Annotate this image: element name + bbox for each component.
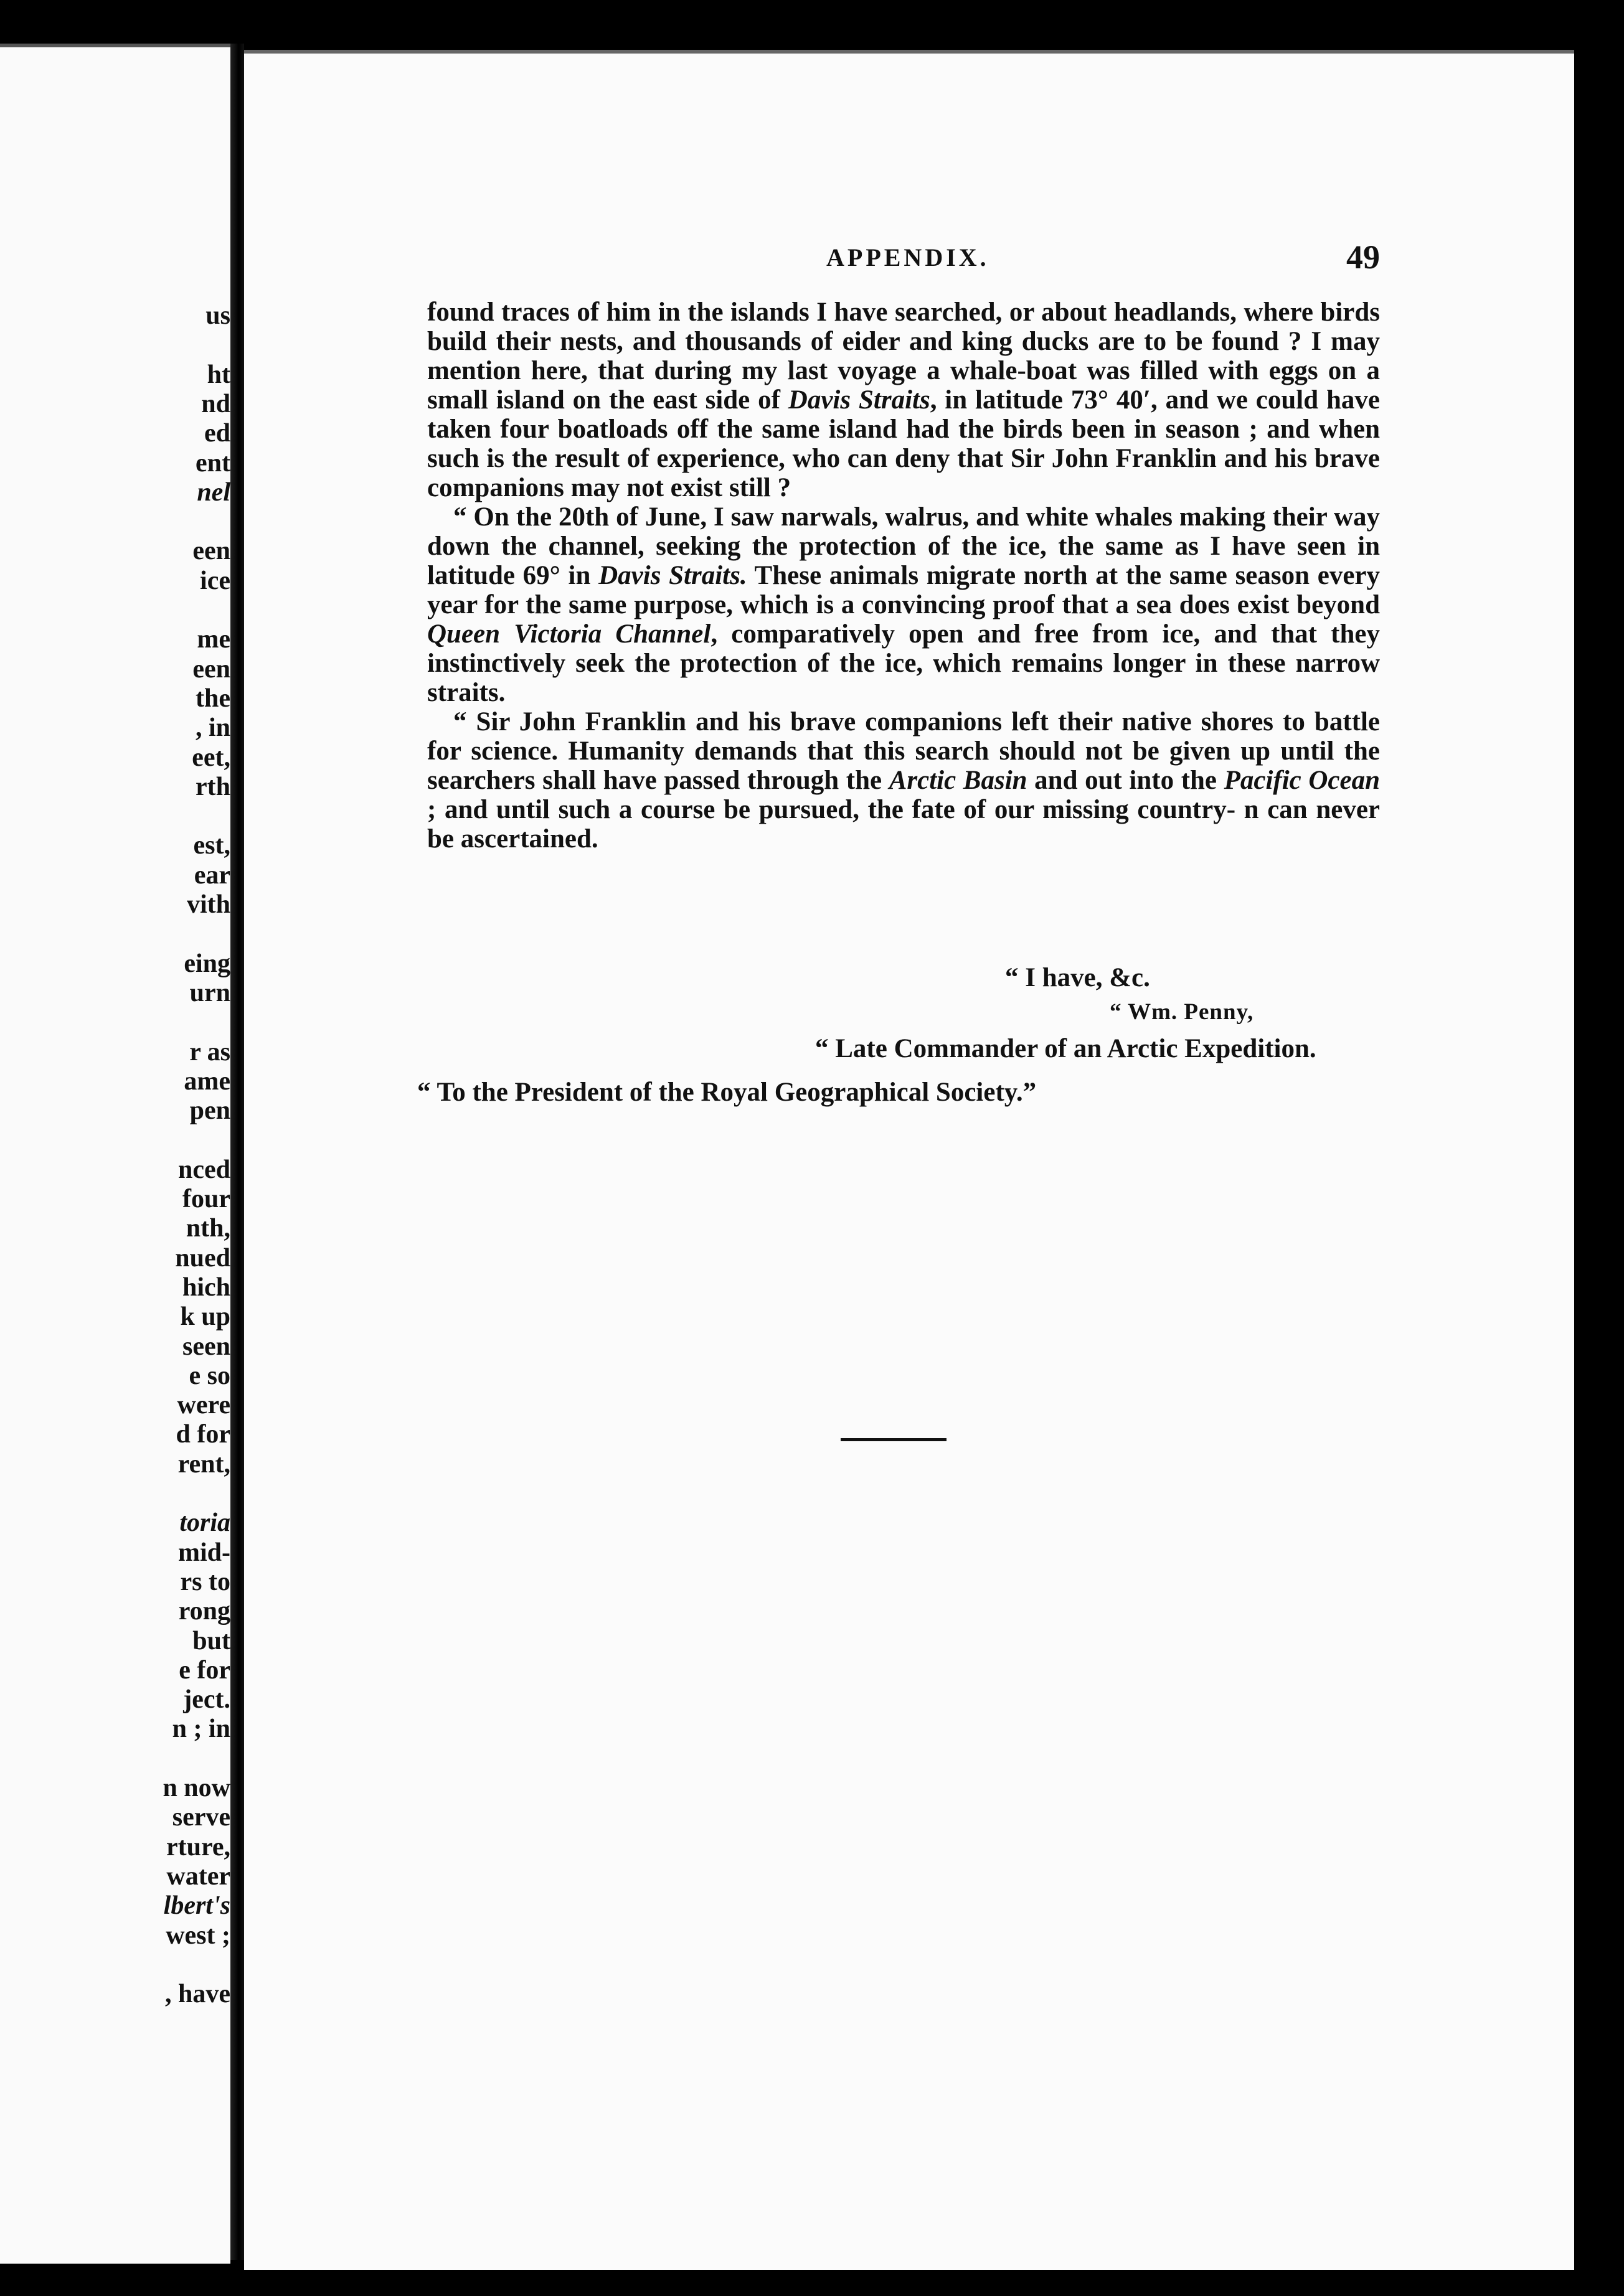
letter-closing: “ I have, &c.	[1005, 963, 1150, 992]
facing-page-line: n ; in	[172, 1715, 230, 1744]
facing-page-line: urn	[189, 978, 230, 1007]
facing-page-line: r as	[189, 1037, 230, 1066]
facing-page-line: eet,	[192, 743, 230, 772]
facing-page-fragment	[0, 44, 230, 2264]
facing-page-line: four	[182, 1185, 230, 1213]
facing-page-line: us	[205, 301, 230, 330]
page-header	[244, 238, 1574, 275]
facing-page-line: were	[177, 1391, 230, 1420]
facing-page-line: eing	[184, 949, 230, 978]
facing-page-line: ed	[204, 419, 230, 448]
facing-page-line: rent,	[177, 1449, 230, 1479]
facing-page-line: rth	[196, 772, 230, 801]
facing-page-line: een	[192, 654, 230, 684]
letter-address: “ To the President of the Royal Geographical Society.”	[417, 1078, 1037, 1107]
running-head: APPENDIX.	[826, 243, 989, 271]
facing-page-line: serve	[172, 1803, 230, 1832]
facing-page-line: rture,	[166, 1832, 230, 1861]
facing-page-line: , in	[195, 713, 230, 743]
facing-page-line: nced	[178, 1155, 230, 1184]
facing-page-line: lbert's	[163, 1891, 230, 1921]
facing-page-line: nel	[197, 478, 230, 507]
facing-page-line: mid-	[178, 1538, 230, 1567]
facing-page-line: pen	[189, 1096, 230, 1126]
signatory-title: “ Late Commander of an Arctic Expedition.	[815, 1034, 1316, 1063]
facing-page-line: seen	[182, 1332, 230, 1361]
facing-page-line: est,	[193, 831, 230, 860]
facing-page-line: water	[166, 1861, 230, 1891]
book-page	[244, 50, 1574, 2270]
facing-page-line: ice	[200, 566, 230, 595]
facing-page-line: hich	[182, 1273, 230, 1302]
signatory-name: “ Wm. Penny,	[1110, 999, 1254, 1025]
facing-page-line: nued	[175, 1243, 230, 1273]
facing-page-line: toria	[179, 1508, 230, 1538]
facing-page-line: , have	[165, 1980, 230, 2009]
facing-page-line: but	[192, 1626, 230, 1655]
facing-page-line: nd	[201, 389, 230, 418]
facing-page-line: d for	[176, 1420, 230, 1449]
facing-page-line: nth,	[186, 1214, 230, 1243]
section-end-rule	[841, 1438, 947, 1441]
facing-page-line: ame	[184, 1066, 230, 1096]
facing-page-line: rs to	[180, 1567, 230, 1596]
facing-page-line: rong	[178, 1597, 230, 1626]
facing-page-line: een	[192, 537, 230, 566]
facing-page-line: e for	[179, 1655, 230, 1685]
book-gutter	[230, 44, 244, 2260]
page-number: 49	[1346, 238, 1380, 276]
facing-page-line: ear	[194, 860, 230, 890]
facing-page-line: west ;	[166, 1921, 230, 1950]
paragraph-1: found traces of him in the islands I have searched, or about headlands, where birds build their nests, and thousands of eider and king ducks are to be found ? I may mention here, that during my last voyage a whale-boat was filled with eggs on a small island on the east side of Davis Straits, in latitude 73° 40′, and we could have taken four boatloads off the same island had the birds been in season ; and when such is the result of experience, who can deny that Sir John Franklin and his brave companions may not exist still ?	[427, 298, 1380, 502]
paragraph-2: “ On the 20th of June, I saw narwals, walrus, and white whales making their way down the channel, seeking the protection of the ice, the same as I have seen in latitude 69° in Davis Straits. These animals migrate north at the same season every year for the same purpose, which is a convincing proof that a sea does exist beyond Queen Victoria Channel, comparatively open and free from ice, and that they instinctively seek the protection of the ice, which remains longer in these narrow straits.	[427, 502, 1380, 707]
facing-page-line: k up	[180, 1302, 230, 1332]
facing-page-line: ht	[207, 360, 230, 389]
paragraph-3: “ Sir John Franklin and his brave companions left their native shores to battle for science. Humanity demands that this search should not be given up until the searchers shall have passed through the Arctic Basin and out into the Pacific Ocean ; and until such a course be pursued, the fate of our missing country- n can never be ascertained.	[427, 707, 1380, 854]
facing-page-line: ject.	[183, 1685, 230, 1715]
facing-page-line: e so	[189, 1361, 230, 1390]
facing-page-line: ent	[196, 448, 230, 478]
body-text	[427, 298, 1380, 854]
facing-page-line: n now	[163, 1774, 230, 1802]
facing-page-line: me	[197, 625, 230, 654]
facing-page-line: vith	[186, 890, 230, 919]
facing-page-line: the	[196, 684, 230, 713]
scan-border	[1574, 50, 1624, 2266]
